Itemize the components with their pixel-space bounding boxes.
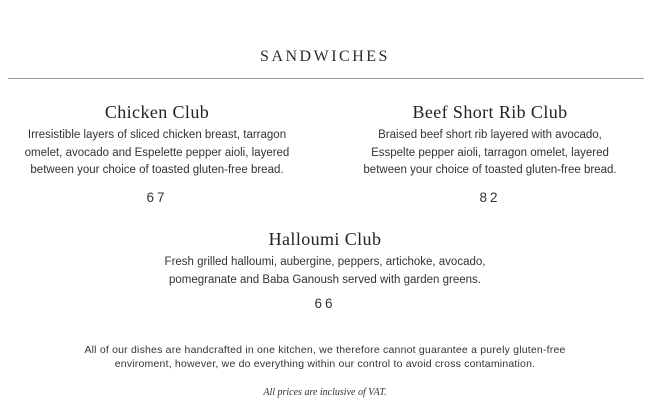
vat-note: All prices are inclusive of VAT. [263,387,387,398]
item-description: Braised beef short rib layered with avocado, Esspelte pepper aioli, tarragon omelet, layered between your choice of toasted gluten-free bread. [363,129,617,176]
item-price: 82 [479,190,501,205]
menu-item-chicken-club [4,101,310,205]
item-name: Beef Short Rib Club [412,102,568,122]
section-divider [8,78,644,79]
item-price: 67 [146,190,168,205]
section-title: SANDWICHES [260,48,390,65]
item-name: Halloumi Club [268,229,382,249]
item-name: Chicken Club [104,102,210,122]
menu-item-halloumi-club [125,228,525,311]
item-price: 66 [314,296,336,311]
item-description: Fresh grilled halloumi, aubergine, peppers, artichoke, avocado, pomegranate and Baba Ganoush served with garden greens. [164,256,486,286]
allergen-disclaimer: All of our dishes are handcrafted in one kitchen, we therefore cannot guarantee a purely gluten-free enviroment, however, we do everything within our control to avoid cross contamination. [84,344,566,370]
menu-item-beef-short-rib-club [334,101,646,205]
item-description: Irresistible layers of sliced chicken breast, tarragon omelet, avocado and Espelette pepper aioli, layered between your choice of toasted gluten-free bread. [24,129,290,176]
